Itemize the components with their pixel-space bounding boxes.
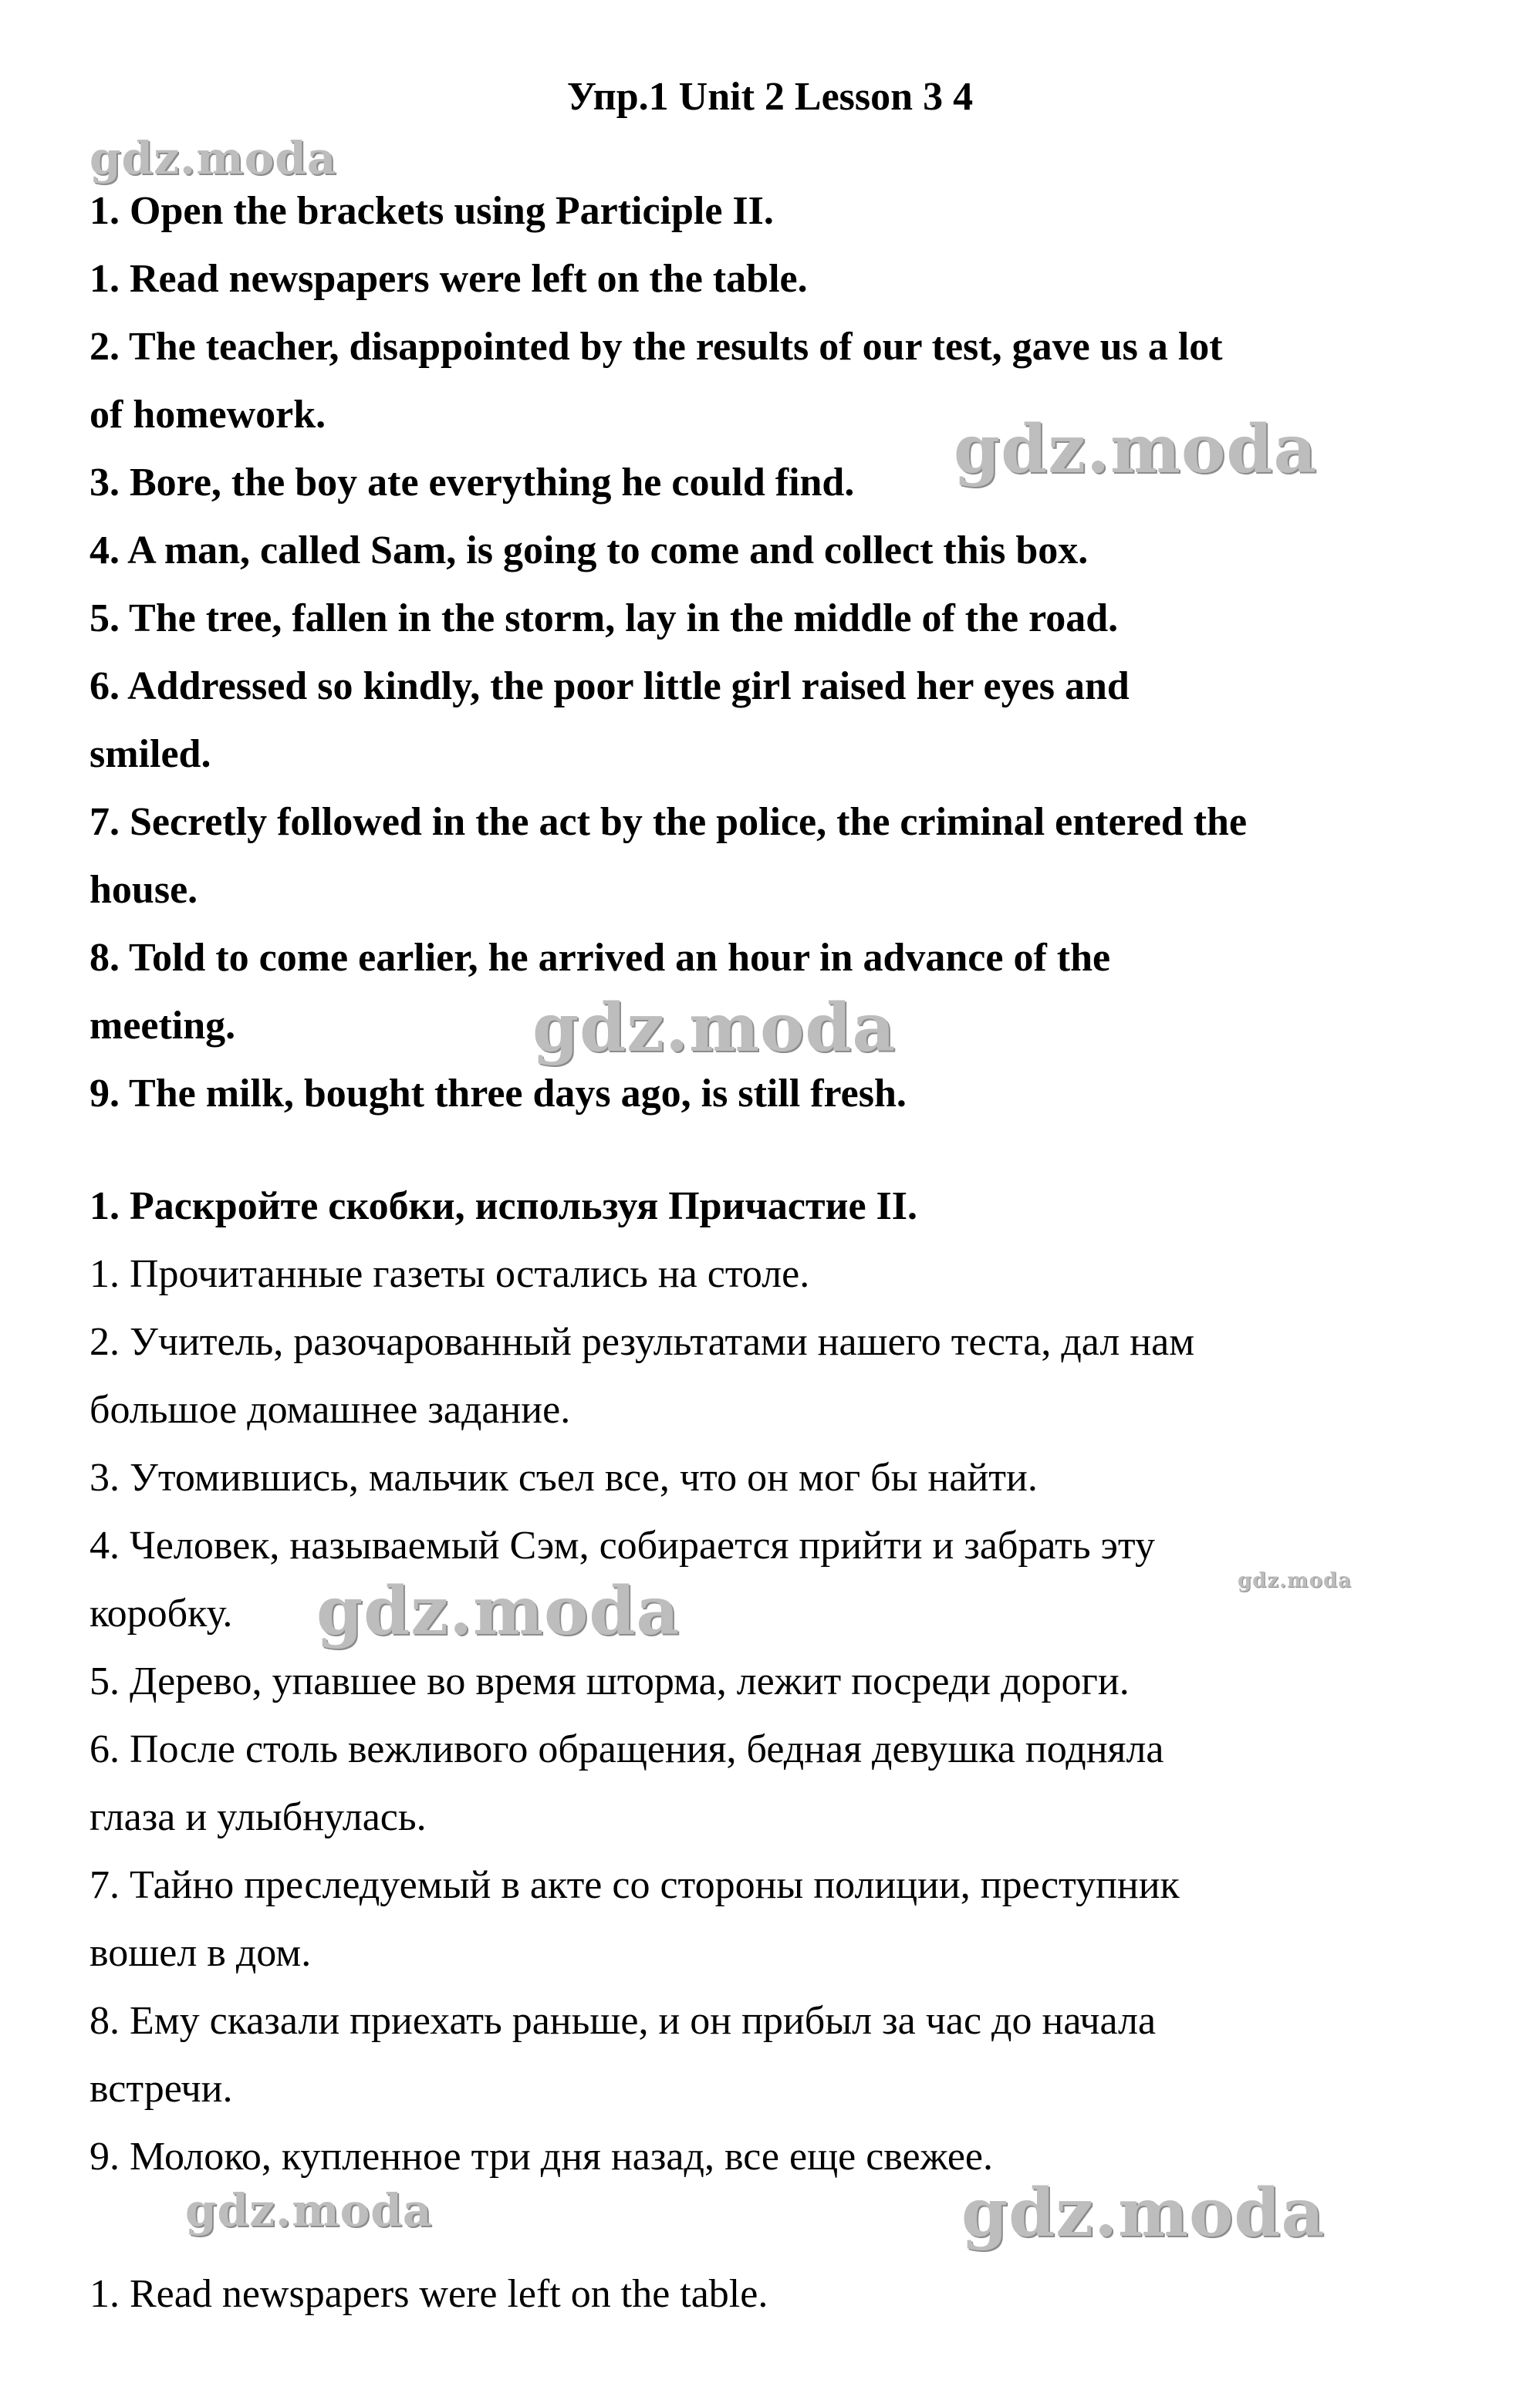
watermark: gdz.moda [954,410,1318,488]
english-section [89,177,1432,1128]
translation-line: 4. Человек, называемый Сэм, собирается прийти и забрать эту [89,1524,1155,1568]
translation-line: 7. Тайно преследуемый в акте со стороны полиции, преступник [89,1863,1180,1907]
footer-line: 1. Read newspapers were left on the table. [89,2272,768,2316]
translation-line: 6. После столь вежливого обращения, бедная девушка подняла [89,1727,1164,1771]
answer-line: smiled. [89,732,211,776]
watermark: gdz.moda [1238,1569,1353,1592]
translation-line: коробку. [89,1592,233,1636]
answer-line: 6. Addressed so kindly, the poor little girl raised her eyes and [89,664,1130,708]
watermark: gdz.moda [961,2174,1326,2252]
translation-line: глаза и улыбнулась. [89,1795,427,1839]
exercise-heading-ru: 1. Раскройте скобки, используя Причастие II. [89,1184,918,1228]
answer-line: of homework. [89,393,326,437]
russian-section [89,1173,1432,2191]
translation-line: 1. Прочитанные газеты остались на столе. [89,1252,810,1296]
answer-line: 3. Bore, the boy ate everything he could find. [89,461,855,505]
answer-line: 1. Read newspapers were left on the table. [89,257,808,301]
answer-line: meeting. [89,1004,236,1048]
translation-line: встречи. [89,2067,233,2111]
answer-line: 5. The tree, fallen in the storm, lay in the middle of the road. [89,596,1119,640]
translation-line: 2. Учитель, разочарованный результатами нашего теста, дал нам [89,1320,1195,1364]
footer-section [89,2260,1432,2328]
translation-line: 3. Утомившись, мальчик съел все, что он мог бы найти. [89,1456,1038,1500]
watermark: gdz.moda [89,132,337,184]
watermark: gdz.moda [185,2184,433,2237]
answer-line: 4. A man, called Sam, is going to come and collect this box. [89,528,1089,572]
translation-line: 9. Молоко, купленное три дня назад, все еще свежее. [89,2135,994,2179]
watermark: gdz.moda [532,989,897,1067]
answer-line: 8. Told to come earlier, he arrived an hour in advance of the [89,936,1111,980]
watermark: gdz.moda [316,1572,681,1650]
answer-line: house. [89,868,198,912]
page-title: Упр.1 Unit 2 Lesson 3 4 [566,75,974,119]
translation-line: 8. Ему сказали приехать раньше, и он прибыл за час до начала [89,1999,1157,2043]
answer-line: 7. Secretly followed in the act by the police, the criminal entered the [89,800,1248,844]
translation-line: вошел в дом. [89,1931,312,1975]
translation-line: большое домашнее задание. [89,1388,571,1432]
answer-line: 2. The teacher, disappointed by the results of our test, gave us a lot [89,325,1223,369]
exercise-heading-en: 1. Open the brackets using Participle II. [89,189,774,233]
answer-line: 9. The milk, bought three days ago, is still fresh. [89,1072,907,1116]
translation-line: 5. Дерево, упавшее во время шторма, лежит посреди дороги. [89,1659,1130,1703]
